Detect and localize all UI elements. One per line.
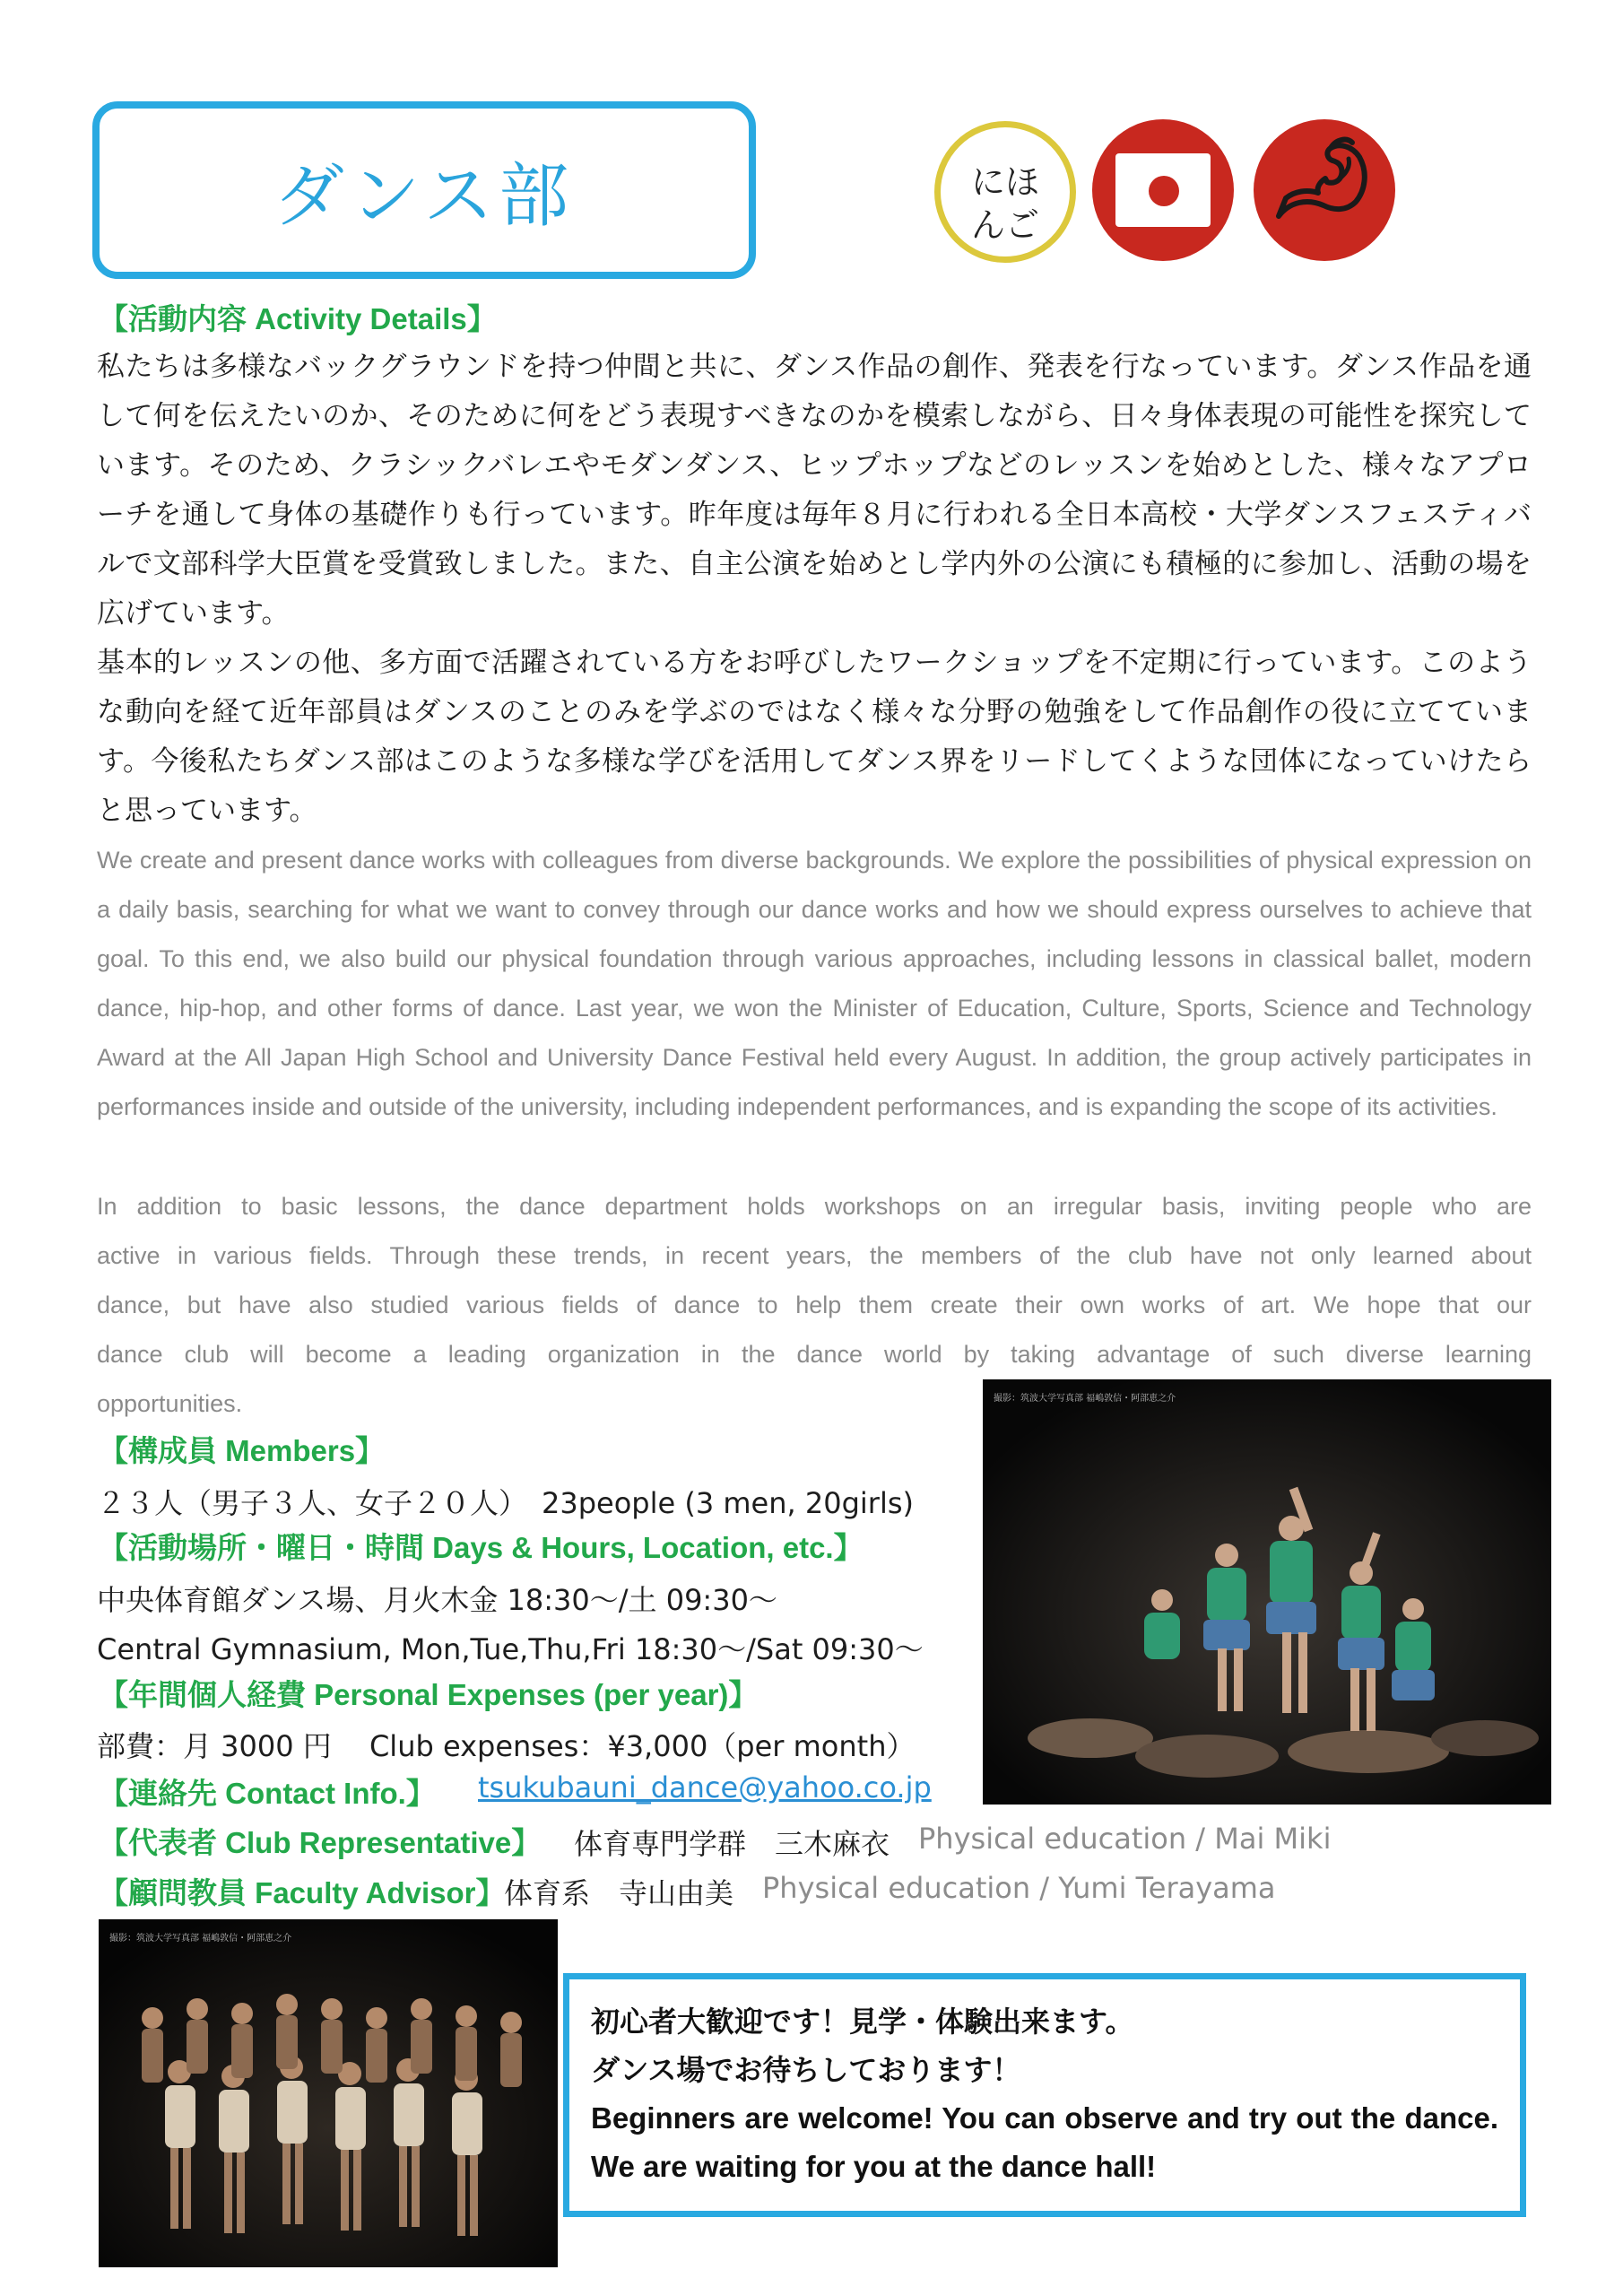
- flag-rectangle: [1115, 153, 1211, 227]
- dance-photo-1-scene: [983, 1379, 1551, 1805]
- representative-jp: 体育専門学群 三木麻衣: [574, 1827, 890, 1861]
- place-en: Central Gymnasium, Mon,Tue,Thu,Fri 18:30～/Sat 09:30～: [97, 1632, 924, 1666]
- welcome-en: Beginners are welcome! You can observe and try out the dance. We are waiting for you at the dance hall!: [591, 2101, 1498, 2183]
- place-jp: 中央体育館ダンス場、月火木金 18:30～/土 09:30～: [97, 1583, 777, 1617]
- welcome-jp-line1: 初心者大歓迎です！見学・体験出来ます。: [591, 2005, 1134, 2039]
- advisor-en: Physical education / Yumi Terayama: [762, 1871, 1276, 1905]
- en-p2-line: In addition to basic lessons, the dance department holds workshops on an irregular basis, inviting people who are: [97, 1193, 1532, 1220]
- activity-jp-paragraph-2: 基本的レッスンの他、多方面で活躍されている方をお呼びしたワークショップを不定期に行っています。このような動向を経て近年部員はダンスのことのみを学ぶのではなく様々な分野の勉強をして作品創作の役に立てています。今後私たちダンス部はこのような多様な学びを活用してダンス界をリードしてくような団体になっていけたらと思っています。: [97, 647, 1532, 827]
- flexed-arm-svg: [1254, 119, 1395, 261]
- expenses-text: 部費：月 3000 円 Club expenses：¥3,000（per month）: [97, 1729, 916, 1763]
- japan-flag-icon: [1092, 119, 1234, 261]
- title-box: [92, 101, 756, 279]
- dance-photo-2-scene: [99, 1919, 558, 2267]
- nihongo-line2: んご: [970, 205, 1039, 245]
- flag-sun: [1149, 176, 1179, 206]
- welcome-box: [563, 1973, 1526, 2217]
- nihongo-line1: にほ: [970, 162, 1039, 202]
- nihongo-badge: [934, 121, 1076, 263]
- flexed-arm-icon: [1254, 119, 1395, 261]
- photo-credit: 撮影：筑波大学写真部 福嶋敦信・阿部恵之介: [109, 1934, 292, 1944]
- en-p2-line: dance, but have also studied various fields of dance to help them create their own works of art. We hope that our: [97, 1292, 1532, 1318]
- members-heading: 【構成員 Members】: [99, 1434, 386, 1467]
- en-p2-line: opportunities.: [97, 1390, 243, 1417]
- page-title: ダンス部: [273, 156, 575, 237]
- dance-photo-1: [983, 1379, 1551, 1805]
- en-p2-line: dance club will become a leading organization in the dance world by taking advantage of such diverse learning: [97, 1341, 1532, 1368]
- members-text: ２３人（男子３人、女子２０人） 23people (3 men, 20girls): [97, 1486, 914, 1520]
- dance-photo-2: [99, 1919, 558, 2267]
- welcome-jp-line2: ダンス場でお待ちしております！: [591, 2053, 1021, 2087]
- representative-en: Physical education / Mai Miki: [918, 1822, 1332, 1856]
- place-heading: 【活動場所・曜日・時間 Days & Hours, Location, etc.】: [99, 1531, 864, 1564]
- contact-email-link[interactable]: tsukubauni_dance@yahoo.co.jp: [478, 1770, 932, 1805]
- activity-heading: 【活動内容 Activity Details】: [99, 302, 497, 335]
- expenses-heading: 【年間個人経費 Personal Expenses (per year)】: [99, 1678, 759, 1711]
- advisor-jp: 体育系 寺山由美: [504, 1876, 734, 1910]
- advisor-heading: 【顧問教員 Faculty Advisor】: [99, 1876, 506, 1909]
- activity-jp-paragraph-1: 私たちは多様なバックグラウンドを持つ仲間と共に、ダンス作品の創作、発表を行なっています。ダンス作品を通して何を伝えたいのか、そのために何をどう表現すべきなのかを模索しながら、日々身体表現の可能性を探究しています。そのため、クラシックバレエやモダンダンス、ヒップホップなどのレッスンを始めとした、様々なアプローチを通して身体の基礎作りも行っています。昨年度は毎年８月に行われる全日本高校・大学ダンスフェスティバルで文部科学大臣賞を受賞致しました。また、自主公演を始めとし学内外の公演にも積極的に参加し、活動の場を広げています。: [97, 351, 1532, 630]
- en-p2-line: active in various fields. Through these trends, in recent years, the members of the club have not only learned about: [97, 1242, 1532, 1269]
- contact-heading: 【連絡先 Contact Info.】: [99, 1777, 436, 1810]
- representative-heading: 【代表者 Club Representative】: [99, 1826, 542, 1859]
- photo-credit: 撮影：筑波大学写真部 福嶋敦信・阿部恵之介: [994, 1394, 1176, 1404]
- activity-en-paragraph-1: We create and present dance works with colleagues from diverse backgrounds. We explore the possibilities of physical expression on a daily basis, searching for what we want to convey through our dance works and how we should express ourselves to achieve that goal. To this end, we also build our physical foundation through various approaches, including lessons in classical ballet, modern dance, hip-hop, and other forms of dance. Last year, we won the Minister of Education, Culture, Sports, Science and Technology Award at the All Japan High School and University Dance Festival held every August. In addition, the group actively participates in performances inside and outside of the university, including independent performances, and is expanding the scope of its activities.: [97, 847, 1532, 1120]
